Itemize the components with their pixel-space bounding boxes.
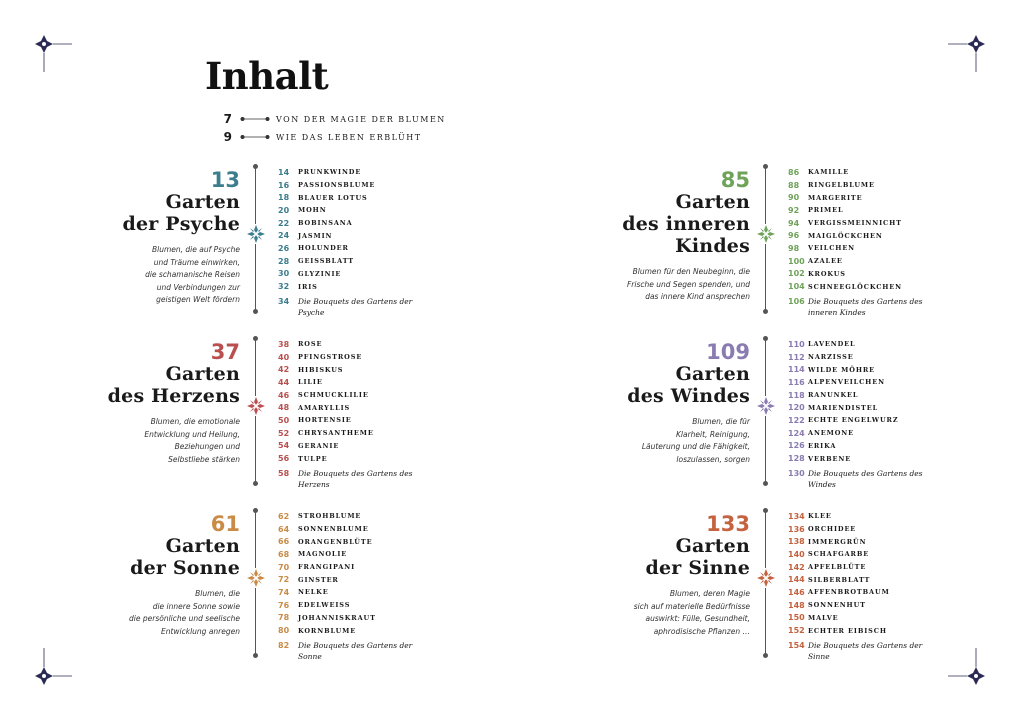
toc-intro-entry[interactable]	[210, 128, 422, 146]
description-line: auswirkt: Fülle, Gesundheit,	[645, 614, 750, 623]
divider-dot	[253, 164, 258, 169]
description-line: Blumen für den Neubeginn, die	[632, 267, 750, 276]
entry-page-number: 140	[788, 549, 805, 559]
toc-entry[interactable]	[278, 401, 438, 414]
entry-page-number: 76	[278, 600, 290, 610]
toc-entry[interactable]	[788, 401, 948, 414]
description-line: Klarheit, Reinigung,	[675, 429, 750, 439]
section-title-line[interactable]: Garten	[675, 535, 750, 557]
entry-page-number: 134	[788, 511, 805, 521]
toc-entry[interactable]	[278, 624, 438, 637]
section-psyche	[0, 166, 413, 326]
toc-entry[interactable]	[788, 612, 948, 625]
divider-dot	[763, 336, 768, 341]
divider-dot	[763, 653, 768, 658]
toc-entry[interactable]	[788, 351, 948, 364]
divider-dot	[253, 481, 258, 486]
entry-page-number: 48	[278, 403, 290, 413]
bouquet-entry[interactable]	[278, 468, 438, 490]
toc-entry[interactable]	[788, 204, 948, 217]
entry-name: LAVENDEL	[808, 340, 856, 349]
description-line: das innere Kind ansprechen	[645, 292, 750, 301]
section-title-line[interactable]: der Psyche	[122, 213, 240, 235]
flower-ornament-icon	[756, 396, 776, 416]
divider-dot	[253, 336, 258, 341]
entry-page-number: 44	[278, 377, 290, 387]
corner-ornament-icon	[32, 32, 72, 72]
entry-name: JOHANNISKRAUT	[298, 613, 376, 622]
entry-name: VEILCHEN	[808, 244, 856, 253]
entry-page-number: 56	[278, 454, 290, 464]
divider-dot	[253, 508, 258, 513]
entry-name: MARGERITE	[808, 193, 863, 202]
entry-page-number: 128	[788, 454, 805, 464]
toc-entry[interactable]	[788, 338, 948, 351]
entry-page-number: 30	[278, 269, 290, 279]
entry-page-number: 112	[788, 352, 805, 362]
entry-name: VERBENE	[808, 454, 852, 463]
entry-name: SCHNEEGLÖCKCHEN	[808, 282, 903, 291]
flower-ornament-icon	[246, 396, 266, 416]
bouquet-entry[interactable]	[788, 296, 948, 318]
bouquet-entry[interactable]	[278, 640, 438, 662]
section-kind	[510, 166, 923, 326]
toc-entry[interactable]	[788, 268, 948, 281]
entry-name: NELKE	[298, 588, 329, 597]
entry-page-number: 42	[278, 365, 290, 375]
entry-list	[278, 510, 438, 637]
entry-name: MALVE	[808, 613, 839, 622]
entry-page-number: 122	[788, 415, 805, 425]
entry-name: GLYZINIE	[298, 269, 342, 278]
entry-page-number: 24	[278, 231, 290, 241]
toc-entry[interactable]	[788, 440, 948, 453]
entry-name: BLAUER LOTUS	[298, 193, 368, 202]
section-title-line[interactable]: der Sinne	[645, 557, 750, 579]
entry-page-number: 74	[278, 587, 290, 597]
bouquet-page-number: 130	[788, 469, 805, 478]
section-title-line[interactable]: Garten	[165, 191, 240, 213]
divider-dot	[763, 481, 768, 486]
entry-page-number: 148	[788, 600, 805, 610]
toc-entry[interactable]	[278, 280, 438, 293]
description-line: aphrodisische Pflanzen …	[653, 626, 750, 636]
description-line: Blumen, die auf Psyche	[151, 245, 240, 254]
section-title-line[interactable]: Garten	[675, 363, 750, 385]
entry-name: EDELWEISS	[298, 601, 351, 610]
description-line: die schamanische Reisen	[145, 270, 240, 279]
toc-entry[interactable]	[788, 179, 948, 192]
entry-name: ECHTE ENGELWURZ	[808, 416, 899, 425]
section-sonne	[0, 510, 413, 670]
entry-name: RANUNKEL	[808, 391, 859, 400]
entry-page-number: 22	[278, 218, 290, 228]
toc-entry[interactable]	[788, 586, 948, 599]
toc-entry[interactable]	[278, 510, 438, 523]
toc-entry[interactable]	[278, 452, 438, 465]
connector-line-icon	[240, 134, 270, 140]
toc-entry[interactable]	[788, 573, 948, 586]
description-line: und Träume einwirken,	[153, 257, 240, 267]
entry-page-number: 72	[278, 575, 290, 585]
toc-entry[interactable]	[788, 166, 948, 179]
intro-label: VON DER MAGIE DER BLUMEN	[276, 114, 446, 124]
page-title: Inhalt	[205, 54, 329, 98]
entry-list	[788, 510, 948, 637]
entry-name: PRUNKWINDE	[298, 168, 362, 177]
entry-name: MAIGLÖCKCHEN	[808, 231, 883, 240]
entry-page-number: 110	[788, 339, 805, 349]
toc-entry[interactable]	[278, 268, 438, 281]
entry-name: HIBISKUS	[298, 365, 344, 374]
entry-name: CHRYSANTHEME	[298, 429, 374, 438]
bouquet-name: Die Bouquets des Gartens der Sinne	[808, 641, 923, 661]
description-line: und Verbindungen zur	[156, 282, 240, 292]
entry-page-number: 50	[278, 415, 290, 425]
toc-entry[interactable]	[278, 191, 438, 204]
divider-dot	[253, 309, 258, 314]
description-line: Selbstliebe stärken	[168, 454, 240, 464]
entry-page-number: 98	[788, 243, 800, 253]
toc-entry[interactable]	[788, 242, 948, 255]
description-line: Blumen, die für	[692, 417, 750, 426]
entry-page-number: 100	[788, 256, 805, 266]
entry-name: SCHMUCKLILIE	[298, 391, 369, 400]
flower-ornament-icon	[756, 568, 776, 588]
entry-list	[788, 166, 948, 293]
entry-name: ECHTER EIBISCH	[808, 626, 887, 635]
description-line: Blumen, die emotionale	[150, 417, 240, 426]
section-description	[100, 588, 240, 638]
bouquet-page-number: 58	[278, 469, 290, 478]
entry-page-number: 38	[278, 339, 290, 349]
entry-page-number: 16	[278, 180, 290, 190]
section-description	[610, 266, 750, 304]
toc-entry[interactable]	[788, 548, 948, 561]
toc-entry[interactable]	[788, 280, 948, 293]
entry-name: NARZISSE	[808, 353, 854, 362]
entry-name: MOHN	[298, 206, 327, 215]
entry-name: GINSTER	[298, 575, 339, 584]
toc-entry[interactable]	[788, 229, 948, 242]
divider-dot	[253, 653, 258, 658]
entry-page-number: 68	[278, 549, 290, 559]
entry-name: HOLUNDER	[298, 244, 349, 253]
toc-entry[interactable]	[278, 599, 438, 612]
entry-name: ERIKA	[808, 441, 837, 450]
divider-dot	[763, 164, 768, 169]
entry-name: IRIS	[298, 282, 318, 291]
toc-entry[interactable]	[278, 255, 438, 268]
toc-entry[interactable]	[278, 561, 438, 574]
toc-entry[interactable]	[788, 599, 948, 612]
toc-entry[interactable]	[278, 351, 438, 364]
toc-entry[interactable]	[278, 573, 438, 586]
entry-page-number: 90	[788, 193, 800, 203]
toc-entry[interactable]	[278, 612, 438, 625]
toc-entry[interactable]	[788, 523, 948, 536]
description-line: loszulassen, sorgen	[676, 454, 750, 464]
toc-entry[interactable]	[788, 191, 948, 204]
entry-page-number: 142	[788, 562, 805, 572]
section-title-line[interactable]: des Herzens	[107, 385, 240, 407]
entry-name: KLEE	[808, 512, 832, 521]
entry-page-number: 92	[788, 205, 800, 215]
bouquet-entry[interactable]	[788, 468, 948, 490]
toc-entry[interactable]	[278, 414, 438, 427]
entry-name: PFINGSTROSE	[298, 353, 363, 362]
bouquet-name: Die Bouquets des Gartens der Sonne	[298, 641, 413, 661]
section-description	[610, 416, 750, 466]
section-title-line[interactable]: Garten	[165, 535, 240, 557]
entry-list	[788, 338, 948, 465]
toc-entry[interactable]	[278, 548, 438, 561]
toc-entry[interactable]	[278, 217, 438, 230]
toc-entry[interactable]	[278, 389, 438, 402]
toc-entry[interactable]	[278, 376, 438, 389]
entry-page-number: 26	[278, 243, 290, 253]
section-title-line[interactable]: der Sonne	[130, 557, 240, 579]
entry-page-number: 52	[278, 428, 290, 438]
section-title-line[interactable]: des Windes	[627, 385, 750, 407]
toc-entry[interactable]	[278, 204, 438, 217]
entry-page-number: 116	[788, 377, 805, 387]
entry-name: AZALEE	[808, 257, 843, 266]
entry-page-number: 124	[788, 428, 805, 438]
entry-page-number: 62	[278, 511, 290, 521]
description-line: Blumen, deren Magie	[669, 589, 750, 598]
bouquet-page-number: 154	[788, 641, 805, 650]
toc-entry[interactable]	[788, 389, 948, 402]
entry-name: SONNENBLUME	[298, 525, 369, 534]
toc-entry[interactable]	[278, 166, 438, 179]
toc-entry[interactable]	[788, 624, 948, 637]
entry-list	[278, 338, 438, 465]
entry-page-number: 88	[788, 180, 800, 190]
entry-name: KORNBLUME	[298, 626, 357, 635]
toc-entry[interactable]	[788, 217, 948, 230]
bouquet-name: Die Bouquets des Gartens des inneren Kindes	[808, 297, 923, 317]
entry-page-number: 14	[278, 167, 290, 177]
entry-page-number: 94	[788, 218, 800, 228]
bouquet-entry[interactable]	[278, 296, 438, 318]
entry-page-number: 136	[788, 524, 805, 534]
entry-page-number: 104	[788, 282, 805, 292]
toc-entry[interactable]	[788, 510, 948, 523]
toc-entry[interactable]	[278, 586, 438, 599]
section-description	[100, 244, 240, 307]
toc-entry[interactable]	[278, 338, 438, 351]
flower-ornament-icon	[756, 224, 776, 244]
entry-name: JASMIN	[298, 231, 333, 240]
toc-entry[interactable]	[278, 229, 438, 242]
entry-page-number: 40	[278, 352, 290, 362]
corner-ornament-icon	[948, 32, 988, 72]
entry-page-number: 80	[278, 626, 290, 636]
section-wind	[510, 338, 923, 498]
corner-ornament-icon	[948, 648, 988, 688]
entry-name: PRIMEL	[808, 206, 844, 215]
entry-name: ANEMONE	[808, 429, 854, 438]
entry-page-number: 64	[278, 524, 290, 534]
description-line: sich auf materielle Bedürfnisse	[633, 601, 750, 611]
entry-page-number: 66	[278, 537, 290, 547]
toc-entry[interactable]	[788, 452, 948, 465]
entry-page-number: 46	[278, 390, 290, 400]
entry-page-number: 118	[788, 390, 805, 400]
section-page-number[interactable]: 13	[210, 168, 240, 192]
section-page-number[interactable]: 61	[210, 512, 240, 536]
entry-name: ORCHIDEE	[808, 525, 857, 534]
toc-entry[interactable]	[788, 255, 948, 268]
section-herz	[0, 338, 413, 498]
entry-name: APFELBLÜTE	[808, 563, 867, 572]
entry-page-number: 20	[278, 205, 290, 215]
section-title-line[interactable]: des inneren	[622, 213, 750, 235]
toc-entry[interactable]	[278, 242, 438, 255]
bouquet-page-number: 34	[278, 297, 290, 306]
entry-page-number: 78	[278, 613, 290, 623]
description-line: Entwicklung anregen	[160, 626, 240, 636]
entry-name: SCHAFGARBE	[808, 550, 870, 559]
entry-name: KROKUS	[808, 269, 846, 278]
entry-page-number: 114	[788, 365, 805, 375]
entry-name: GEISSBLATT	[298, 257, 354, 266]
entry-page-number: 126	[788, 441, 805, 451]
entry-page-number: 138	[788, 537, 805, 547]
toc-entry[interactable]	[278, 363, 438, 376]
toc-entry[interactable]	[278, 427, 438, 440]
intro-page-number: 9	[223, 130, 232, 144]
entry-name: BOBINSANA	[298, 219, 353, 228]
flower-ornament-icon	[246, 568, 266, 588]
bouquet-name: Die Bouquets des Gartens des Windes	[808, 469, 923, 489]
bouquet-name: Die Bouquets des Gartens der Psyche	[298, 297, 413, 317]
section-page-number[interactable]: 37	[210, 340, 240, 364]
entry-name: IMMERGRÜN	[808, 537, 867, 546]
entry-name: HORTENSIE	[298, 416, 352, 425]
entry-page-number: 152	[788, 626, 805, 636]
entry-name: ROSE	[298, 340, 323, 349]
toc-entry[interactable]	[788, 561, 948, 574]
flower-ornament-icon	[246, 224, 266, 244]
entry-name: LILIE	[298, 378, 323, 387]
entry-page-number: 96	[788, 231, 800, 241]
description-line: die persönliche und seelische	[129, 614, 240, 623]
description-line: Läuterung und die Fähigkeit,	[641, 442, 750, 451]
section-description	[610, 588, 750, 638]
entry-name: RINGELBLUME	[808, 181, 875, 190]
bouquet-page-number: 106	[788, 297, 805, 306]
section-title-line[interactable]: Garten	[165, 363, 240, 385]
entry-name: ALPENVEILCHEN	[808, 378, 885, 387]
toc-entry[interactable]	[278, 535, 438, 548]
entry-name: TULPE	[298, 454, 328, 463]
toc-entry[interactable]	[788, 414, 948, 427]
section-title-line[interactable]: Garten	[675, 191, 750, 213]
toc-entry[interactable]	[788, 427, 948, 440]
entry-page-number: 54	[278, 441, 290, 451]
entry-name: MAGNOLIE	[298, 550, 348, 559]
toc-entry[interactable]	[788, 535, 948, 548]
divider-dot	[763, 508, 768, 513]
entry-name: KAMILLE	[808, 168, 850, 177]
entry-page-number: 32	[278, 282, 290, 292]
entry-name: WILDE MÖHRE	[808, 365, 876, 374]
entry-page-number: 86	[788, 167, 800, 177]
toc-entry[interactable]	[278, 523, 438, 536]
entry-name: GERANIE	[298, 441, 340, 450]
description-line: die innere Sonne sowie	[152, 601, 240, 611]
section-title-line[interactable]: Kindes	[675, 235, 750, 257]
entry-page-number: 28	[278, 256, 290, 266]
divider-dot	[763, 309, 768, 314]
entry-page-number: 120	[788, 403, 805, 413]
intro-label: WIE DAS LEBEN ERBLÜHT	[276, 132, 422, 142]
toc-entry[interactable]	[278, 440, 438, 453]
toc-entry[interactable]	[788, 363, 948, 376]
entry-list	[278, 166, 438, 293]
entry-name: ORANGENBLÜTE	[298, 537, 373, 546]
description-line: Entwicklung und Heilung,	[144, 429, 240, 439]
entry-page-number: 150	[788, 613, 805, 623]
bouquet-name: Die Bouquets des Gartens des Herzens	[298, 469, 413, 489]
entry-page-number: 18	[278, 193, 290, 203]
entry-name: STROHBLUME	[298, 512, 362, 521]
description-line: Frische und Segen spenden, und	[626, 279, 750, 289]
section-page-number[interactable]: 109	[706, 340, 750, 364]
entry-name: SONNENHUT	[808, 601, 866, 610]
entry-page-number: 144	[788, 575, 805, 585]
bouquet-entry[interactable]	[788, 640, 948, 662]
entry-page-number: 102	[788, 269, 805, 279]
description-line: geistigen Welt fördern	[156, 295, 240, 304]
entry-name: PASSIONSBLUME	[298, 181, 376, 190]
toc-entry[interactable]	[278, 179, 438, 192]
entry-name: AFFENBROTBAUM	[808, 588, 890, 597]
section-page-number[interactable]: 85	[720, 168, 750, 192]
entry-name: MARIENDISTEL	[808, 403, 879, 412]
section-page-number[interactable]: 133	[706, 512, 750, 536]
description-line: Blumen, die	[195, 589, 240, 598]
section-sinne	[510, 510, 923, 670]
connector-line-icon	[240, 116, 270, 122]
entry-name: AMARYLLIS	[298, 403, 351, 412]
intro-page-number: 7	[223, 112, 232, 126]
toc-intro-entry[interactable]	[210, 110, 446, 128]
entry-page-number: 146	[788, 587, 805, 597]
entry-page-number: 70	[278, 562, 290, 572]
section-description	[100, 416, 240, 466]
toc-entry[interactable]	[788, 376, 948, 389]
bouquet-page-number: 82	[278, 641, 290, 650]
entry-name: FRANGIPANI	[298, 563, 356, 572]
entry-name: VERGISSMEINNICHT	[808, 219, 902, 228]
entry-name: SILBERBLATT	[808, 575, 871, 584]
description-line: Beziehungen und	[174, 442, 240, 451]
